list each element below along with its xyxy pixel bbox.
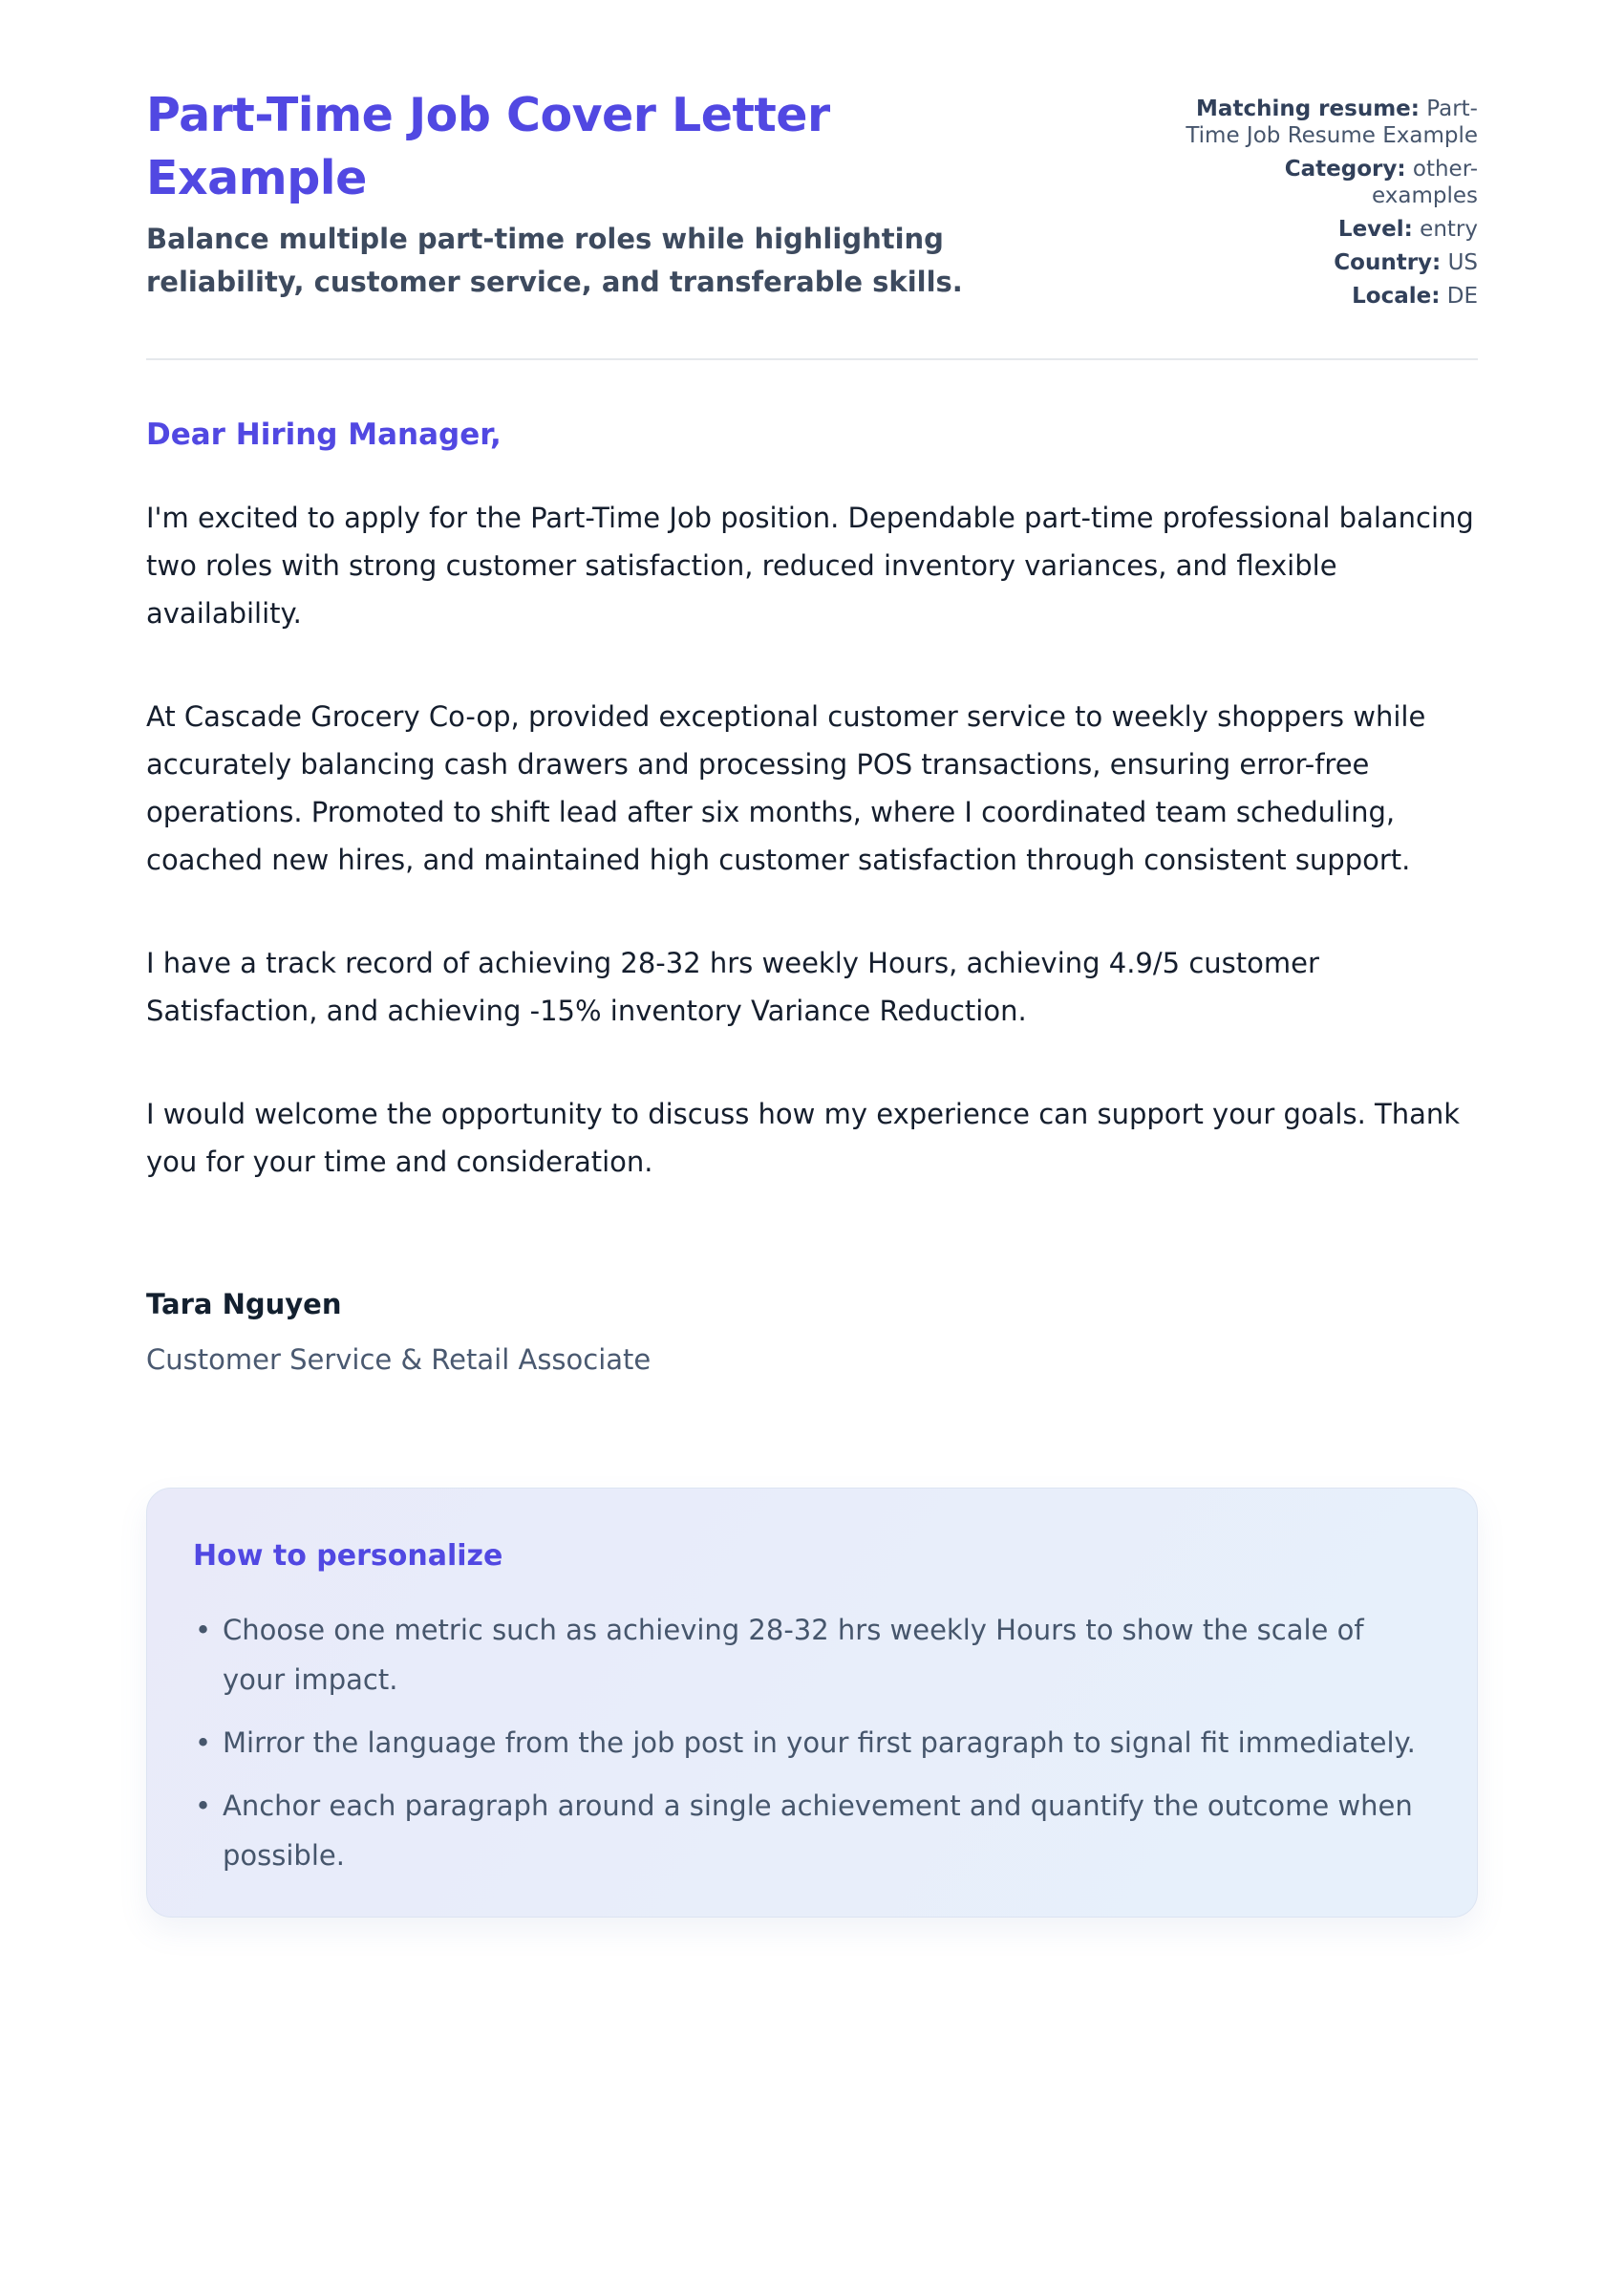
personalization-tips-card [146, 1488, 1478, 1918]
page-header-text [146, 84, 1063, 304]
meta-value: Part-Time Job Resume Example [1186, 96, 1478, 148]
meta-item-locale [1180, 283, 1478, 310]
tip-item [193, 1718, 1431, 1768]
meta-value: US [1447, 250, 1478, 275]
meta-value: other-examples [1372, 157, 1478, 208]
tip-text: Anchor each paragraph around a single achievement and quantify the outcome when possible. [223, 1789, 1413, 1872]
tips-heading: How to personalize [193, 1539, 503, 1573]
tip-text: Choose one metric such as achieving 28-32 hrs weekly Hours to show the scale of your impact. [223, 1614, 1364, 1696]
meta-label: Locale: [1352, 284, 1441, 309]
header-divider [146, 358, 1478, 360]
page-title: Part-Time Job Cover Letter Example [146, 88, 830, 205]
meta-item-category [1180, 156, 1478, 209]
meta-item-level [1180, 216, 1478, 243]
signature-role: Customer Service & Retail Associate [146, 1343, 652, 1376]
tip-item [193, 1781, 1431, 1880]
page-header [146, 84, 1478, 316]
cover-letter-body [146, 416, 1478, 1379]
page-subtitle: Balance multiple part-time roles while highlighting reliability, customer service, and transferable skills. [146, 223, 963, 298]
meta-item-country [1180, 249, 1478, 276]
meta-item-matching-resume [1180, 96, 1478, 149]
greeting: Dear Hiring Manager, [146, 418, 502, 452]
letter-paragraph: At Cascade Grocery Co-op, provided exceptional customer service to weekly shoppers while accurately balancing cash drawers and processing POS transactions, ensuring error-free operations. Promoted to shift lead after six months, where I coordinated team scheduling, coached new hires, and maintained high customer satisfaction through consistent support. [146, 700, 1426, 876]
tip-text: Mirror the language from the job post in your first paragraph to signal fit immediately. [223, 1726, 1416, 1759]
signature-name: Tara Nguyen [146, 1288, 342, 1320]
meta-label: Level: [1337, 217, 1413, 242]
tips-list [193, 1605, 1431, 1880]
tip-item [193, 1605, 1431, 1704]
letter-paragraph: I have a track record of achieving 28-32 hrs weekly Hours, achieving 4.9/5 customer Satisfaction, and achieving -15% inventory Variance Reduction. [146, 947, 1319, 1027]
letter-paragraph: I'm excited to apply for the Part-Time Job position. Dependable part-time professional balancing two roles with strong customer satisfaction, reduced inventory variances, and flexible availability. [146, 502, 1474, 630]
meta-label: Country: [1334, 250, 1442, 275]
meta-value: DE [1446, 284, 1478, 309]
meta-label: Matching resume: [1196, 96, 1420, 121]
letter-paragraph: I would welcome the opportunity to discuss how my experience can support your goals. Thank you for your time and consideration. [146, 1098, 1461, 1178]
meta-value: entry [1420, 217, 1478, 242]
resume-meta [1180, 96, 1478, 316]
meta-label: Category: [1284, 157, 1406, 182]
